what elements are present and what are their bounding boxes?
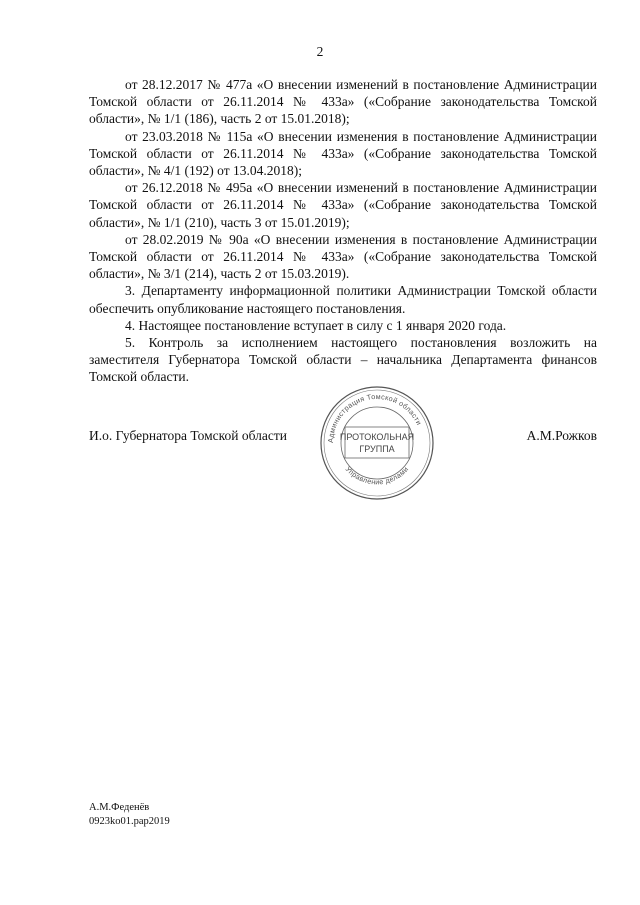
svg-text:Управление делами xyxy=(344,465,411,487)
stamp-bottom-text: Управление делами xyxy=(343,464,411,487)
clause-3: 3. Департаменту информационной политики Администрации Томской области обеспечить опубликование настоящего постановления. xyxy=(89,283,597,316)
author-name: А.М.Феденёв xyxy=(89,802,150,813)
stamp-inner-line1: ПРОТОКОЛЬНАЯ xyxy=(339,432,415,442)
list-item: от 28.12.2017 № 477а «О внесении изменений в постановление Администрации Томской области от 26.11.2014 № 433а» («Собрание законодательства Томской области», № 1/1 (186), часть 2 от 15.01.2018); xyxy=(89,77,597,127)
clause-4: 4. Настоящее постановление вступает в силу с 1 января 2020 года. xyxy=(125,317,507,333)
list-item: от 23.03.2018 № 115а «О внесении изменения в постановление Администрации Томской области от 26.11.2014 № 433а» («Собрание законодательства Томской области», № 4/1 (192) от 13.04.2018); xyxy=(89,128,597,179)
page-number: 2 xyxy=(316,44,324,59)
document-body xyxy=(89,76,597,386)
file-code: 0923ko01.pap2019 xyxy=(89,816,170,827)
stamp-outer-text: Администрация Томской области xyxy=(325,391,424,444)
clause-5: 5. Контроль за исполнением настоящего постановления возложить на заместителя Губернатора Томской области – начальника Департамента финансов Томской области. xyxy=(89,335,597,385)
list-item: от 28.02.2019 № 90а «О внесении изменения в постановление Администрации Томской области от 26.11.2014 № 433а» («Собрание законодательства Томской области», № 3/1 (214), часть 2 от 15.03.2019). xyxy=(89,231,597,282)
footer xyxy=(89,801,170,829)
list-item: от 26.12.2018 № 495а «О внесении изменений в постановление Администрации Томской области от 26.11.2014 № 433а» («Собрание законодательства Томской области», № 1/1 (210), часть 3 от 15.01.2019); xyxy=(89,180,597,230)
official-stamp xyxy=(318,384,436,502)
stamp-inner-line2: ГРУППА xyxy=(359,444,395,454)
signatory-name: А.М.Рожков xyxy=(526,428,597,443)
signatory-title: И.о. Губернатора Томской области xyxy=(89,428,287,443)
